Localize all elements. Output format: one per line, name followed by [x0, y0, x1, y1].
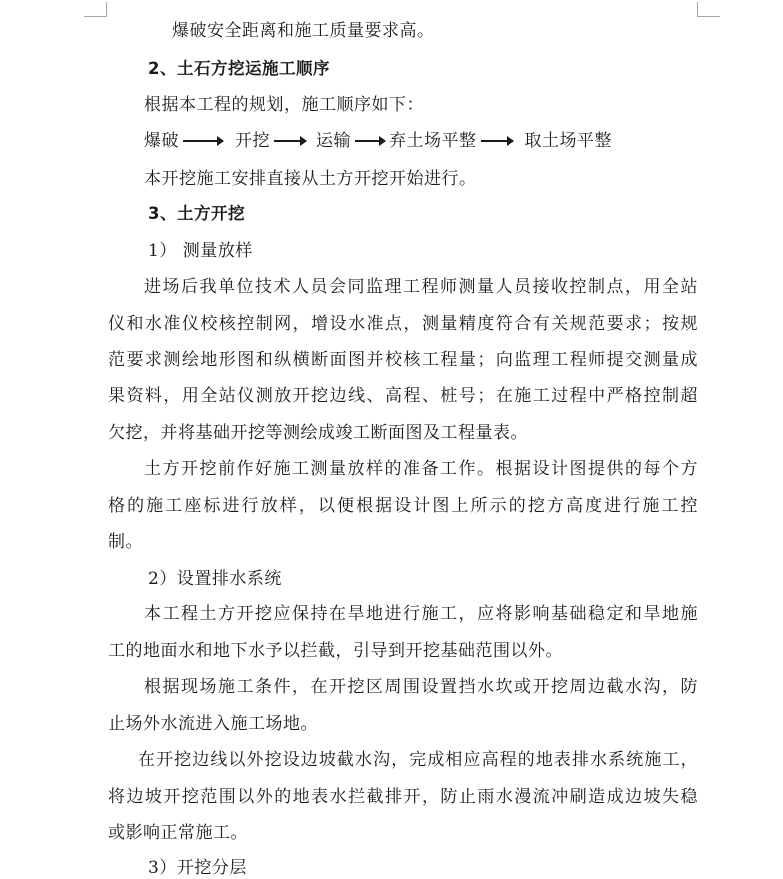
margin-corner-mark-left: [84, 2, 107, 17]
section-heading: 2、土石方挖运施工顺序: [148, 59, 330, 78]
arrow-right-icon: [481, 140, 513, 142]
arrow-right-icon: [274, 140, 306, 142]
subsection-heading: 2）设置排水系统: [148, 569, 282, 589]
construction-sequence-flow: [144, 130, 664, 152]
paragraph-line: 范要求测绘地形图和纵横断面图并校核工程量；向监理工程师提交测量成: [108, 350, 698, 370]
paragraph-line: 土方开挖前作好施工测量放样的准备工作。根据设计图提供的每个方: [144, 459, 698, 479]
paragraph-line: 欠挖，并将基础开挖等测绘成竣工断面图及工程量表。: [108, 423, 528, 443]
paragraph-line: 本工程土方开挖应保持在旱地进行施工，应将影响基础稳定和旱地施: [144, 604, 698, 624]
section-heading: 3、土方开挖: [148, 204, 245, 223]
paragraph-line: 爆破安全距离和施工质量要求高。: [172, 21, 435, 41]
flow-step-5: 取土场平整: [524, 131, 612, 151]
paragraph-line: 本开挖施工安排直接从土方开挖开始进行。: [144, 169, 477, 189]
arrow-right-icon: [355, 140, 385, 142]
paragraph-line: 将边坡开挖范围以外的地表水拦截排开，防止雨水漫流冲刷造成边坡失稳: [108, 787, 698, 807]
subsection-heading: 1） 测量放样: [148, 241, 253, 261]
flow-step-3: 运输: [316, 131, 351, 151]
paragraph-line: 工的地面水和地下水予以拦截，引导到开挖基础范围以外。: [108, 641, 563, 661]
paragraph-line: 格的施工座标进行放样，以便根据设计图上所示的挖方高度进行施工控: [108, 496, 698, 516]
paragraph-line: 制。: [108, 532, 143, 552]
paragraph-line: 仪和水准仪校核控制网，增设水准点，测量精度符合有关规范要求；按规: [108, 314, 698, 334]
paragraph-line: 进场后我单位技术人员会同监理工程师测量人员接收控制点，用全站: [144, 277, 698, 297]
margin-corner-mark-right: [697, 2, 720, 17]
paragraph-line: 或影响正常施工。: [108, 823, 248, 843]
subsection-heading: 3）开挖分层: [148, 858, 247, 878]
flow-step-1: 爆破: [144, 131, 179, 151]
arrow-right-icon: [183, 140, 223, 142]
flow-step-4: 弃土场平整: [389, 131, 477, 151]
paragraph-line: 果资料，用全站仪测放开挖边线、高程、桩号；在施工过程中严格控制超: [108, 386, 698, 406]
paragraph-line: 在开挖边线以外挖设边坡截水沟，完成相应高程的地表排水系统施工，: [138, 750, 698, 770]
paragraph-line: 根据现场施工条件，在开挖区周围设置挡水坎或开挖周边截水沟，防: [144, 677, 698, 697]
paragraph-line: 根据本工程的规划，施工顺序如下：: [144, 95, 424, 115]
flow-step-2: 开挖: [235, 131, 270, 151]
paragraph-line: 止场外水流进入施工场地。: [108, 714, 318, 734]
